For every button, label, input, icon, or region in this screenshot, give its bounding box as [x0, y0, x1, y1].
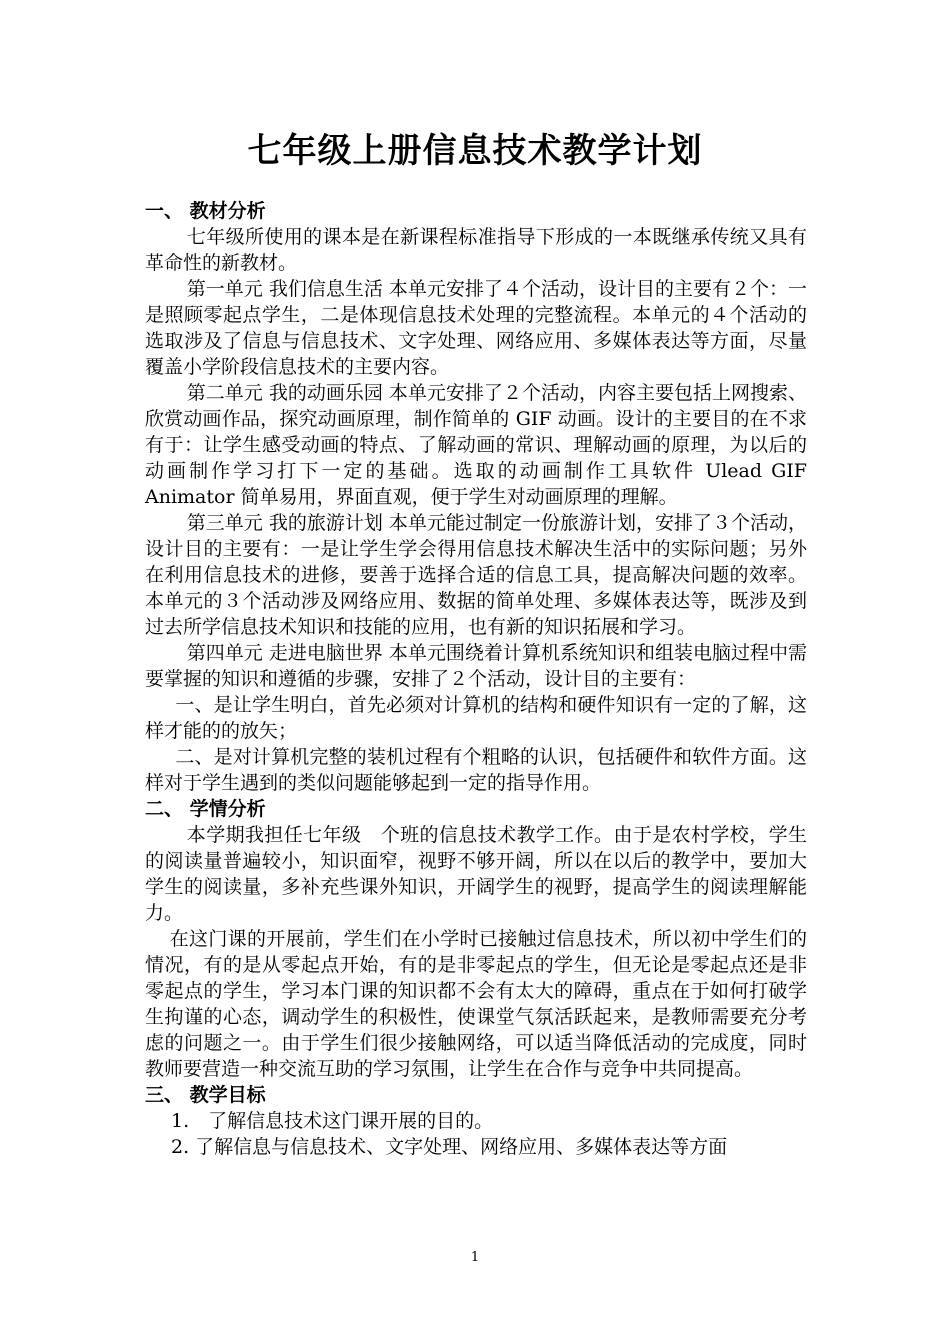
paragraph: 一、是让学生明白，首先必须对计算机的结构和硬件知识有一定的了解，这样才能的的放矢；: [145, 694, 807, 742]
paragraph: 第一单元 我们信息生活 本单元安排了４个活动，设计目的主要有２个：一是照顾零起点学生，二是体现信息技术处理的完整流程。本单元的４个活动的选取涉及了信息与信息技术、文字处理、网络应用、多媒体表达等方面，尽量覆盖小学阶段信息技术的主要内容。: [145, 278, 807, 378]
paragraph: 本学期我担任七年级 个班的信息技术教学工作。由于是农村学校，学生的阅读量普遍较小，知识面窄，视野不够开阔，所以在以后的教学中，要加大学生的阅读量，多补充些课外知识，开阔学生的视野，提高学生的阅读理解能力。: [145, 824, 807, 924]
paragraph: 七年级所使用的课本是在新课程标准指导下形成的一本既继承传统又具有革命性的新教材。: [145, 226, 807, 274]
paragraph: 第三单元 我的旅游计划 本单元能过制定一份旅游计划，安排了３个活动，设计目的主要有：一是让学生学会得用信息技术解决生活中的实际问题；另外在利用信息技术的进修，要善于选择合适的信息工具，提高解决问题的效率。本单元的３个活动涉及网络应用、数据的简单处理、多媒体表达等，既涉及到过去所学信息技术知识和技能的应用，也有新的知识拓展和学习。: [145, 512, 807, 638]
paragraph: 第四单元 走进电脑世界 本单元围绕着计算机系统知识和组装电脑过程中需要掌握的知识和遵循的步骤，安排了２个活动，设计目的主要有：: [145, 642, 807, 690]
paragraph: 在这门课的开展前，学生们在小学时已接触过信息技术，所以初中学生们的情况，有的是从零起点开始，有的是非零起点的学生，但无论是零起点还是非零起点的学生，学习本门课的知识都不会有太大的障碍，重点在于如何打破学生拘谨的心态，调动学生的积极性，使课堂气氛活跃起来，是教师需要充分考虑的问题之一。由于学生们很少接触网络，可以适当降低活动的完成度，同时教师要营造一种交流互助的学习氛围，让学生在合作与竞争中共同提高。: [145, 928, 807, 1080]
document-title: 七年级上册信息技术教学计划: [247, 131, 703, 171]
section-heading-student-analysis: 二、 学情分析: [145, 798, 266, 820]
document-body: [145, 198, 807, 1160]
list-item: 1. 了解信息技术这门课开展的目的。: [171, 1110, 494, 1132]
list-item: 2. 了解信息与信息技术、文字处理、网络应用、多媒体表达等方面: [171, 1136, 728, 1158]
section-heading-textbook-analysis: 一、 教材分析: [145, 200, 266, 222]
page-number: 1: [470, 1250, 480, 1265]
paragraph: 二、是对计算机完整的装机过程有个粗略的认识，包括硬件和软件方面。这样对于学生遇到的类似问题能够起到一定的指导作用。: [145, 746, 807, 794]
section-heading-teaching-goals: 三、 教学目标: [145, 1084, 266, 1106]
paragraph: 第二单元 我的动画乐园 本单元安排了２个活动，内容主要包括上网搜索、欣赏动画作品，探究动画原理，制作简单的 GIF 动画。设计的主要目的在不求有于：让学生感受动画的特点、了解动画的常识、理解动画的原理，为以后的动画制作学习打下一定的基础。选取的动画制作工具软件 Ulead GIF Animator 简单易用，界面直观，便于学生对动画原理的理解。: [145, 382, 807, 508]
